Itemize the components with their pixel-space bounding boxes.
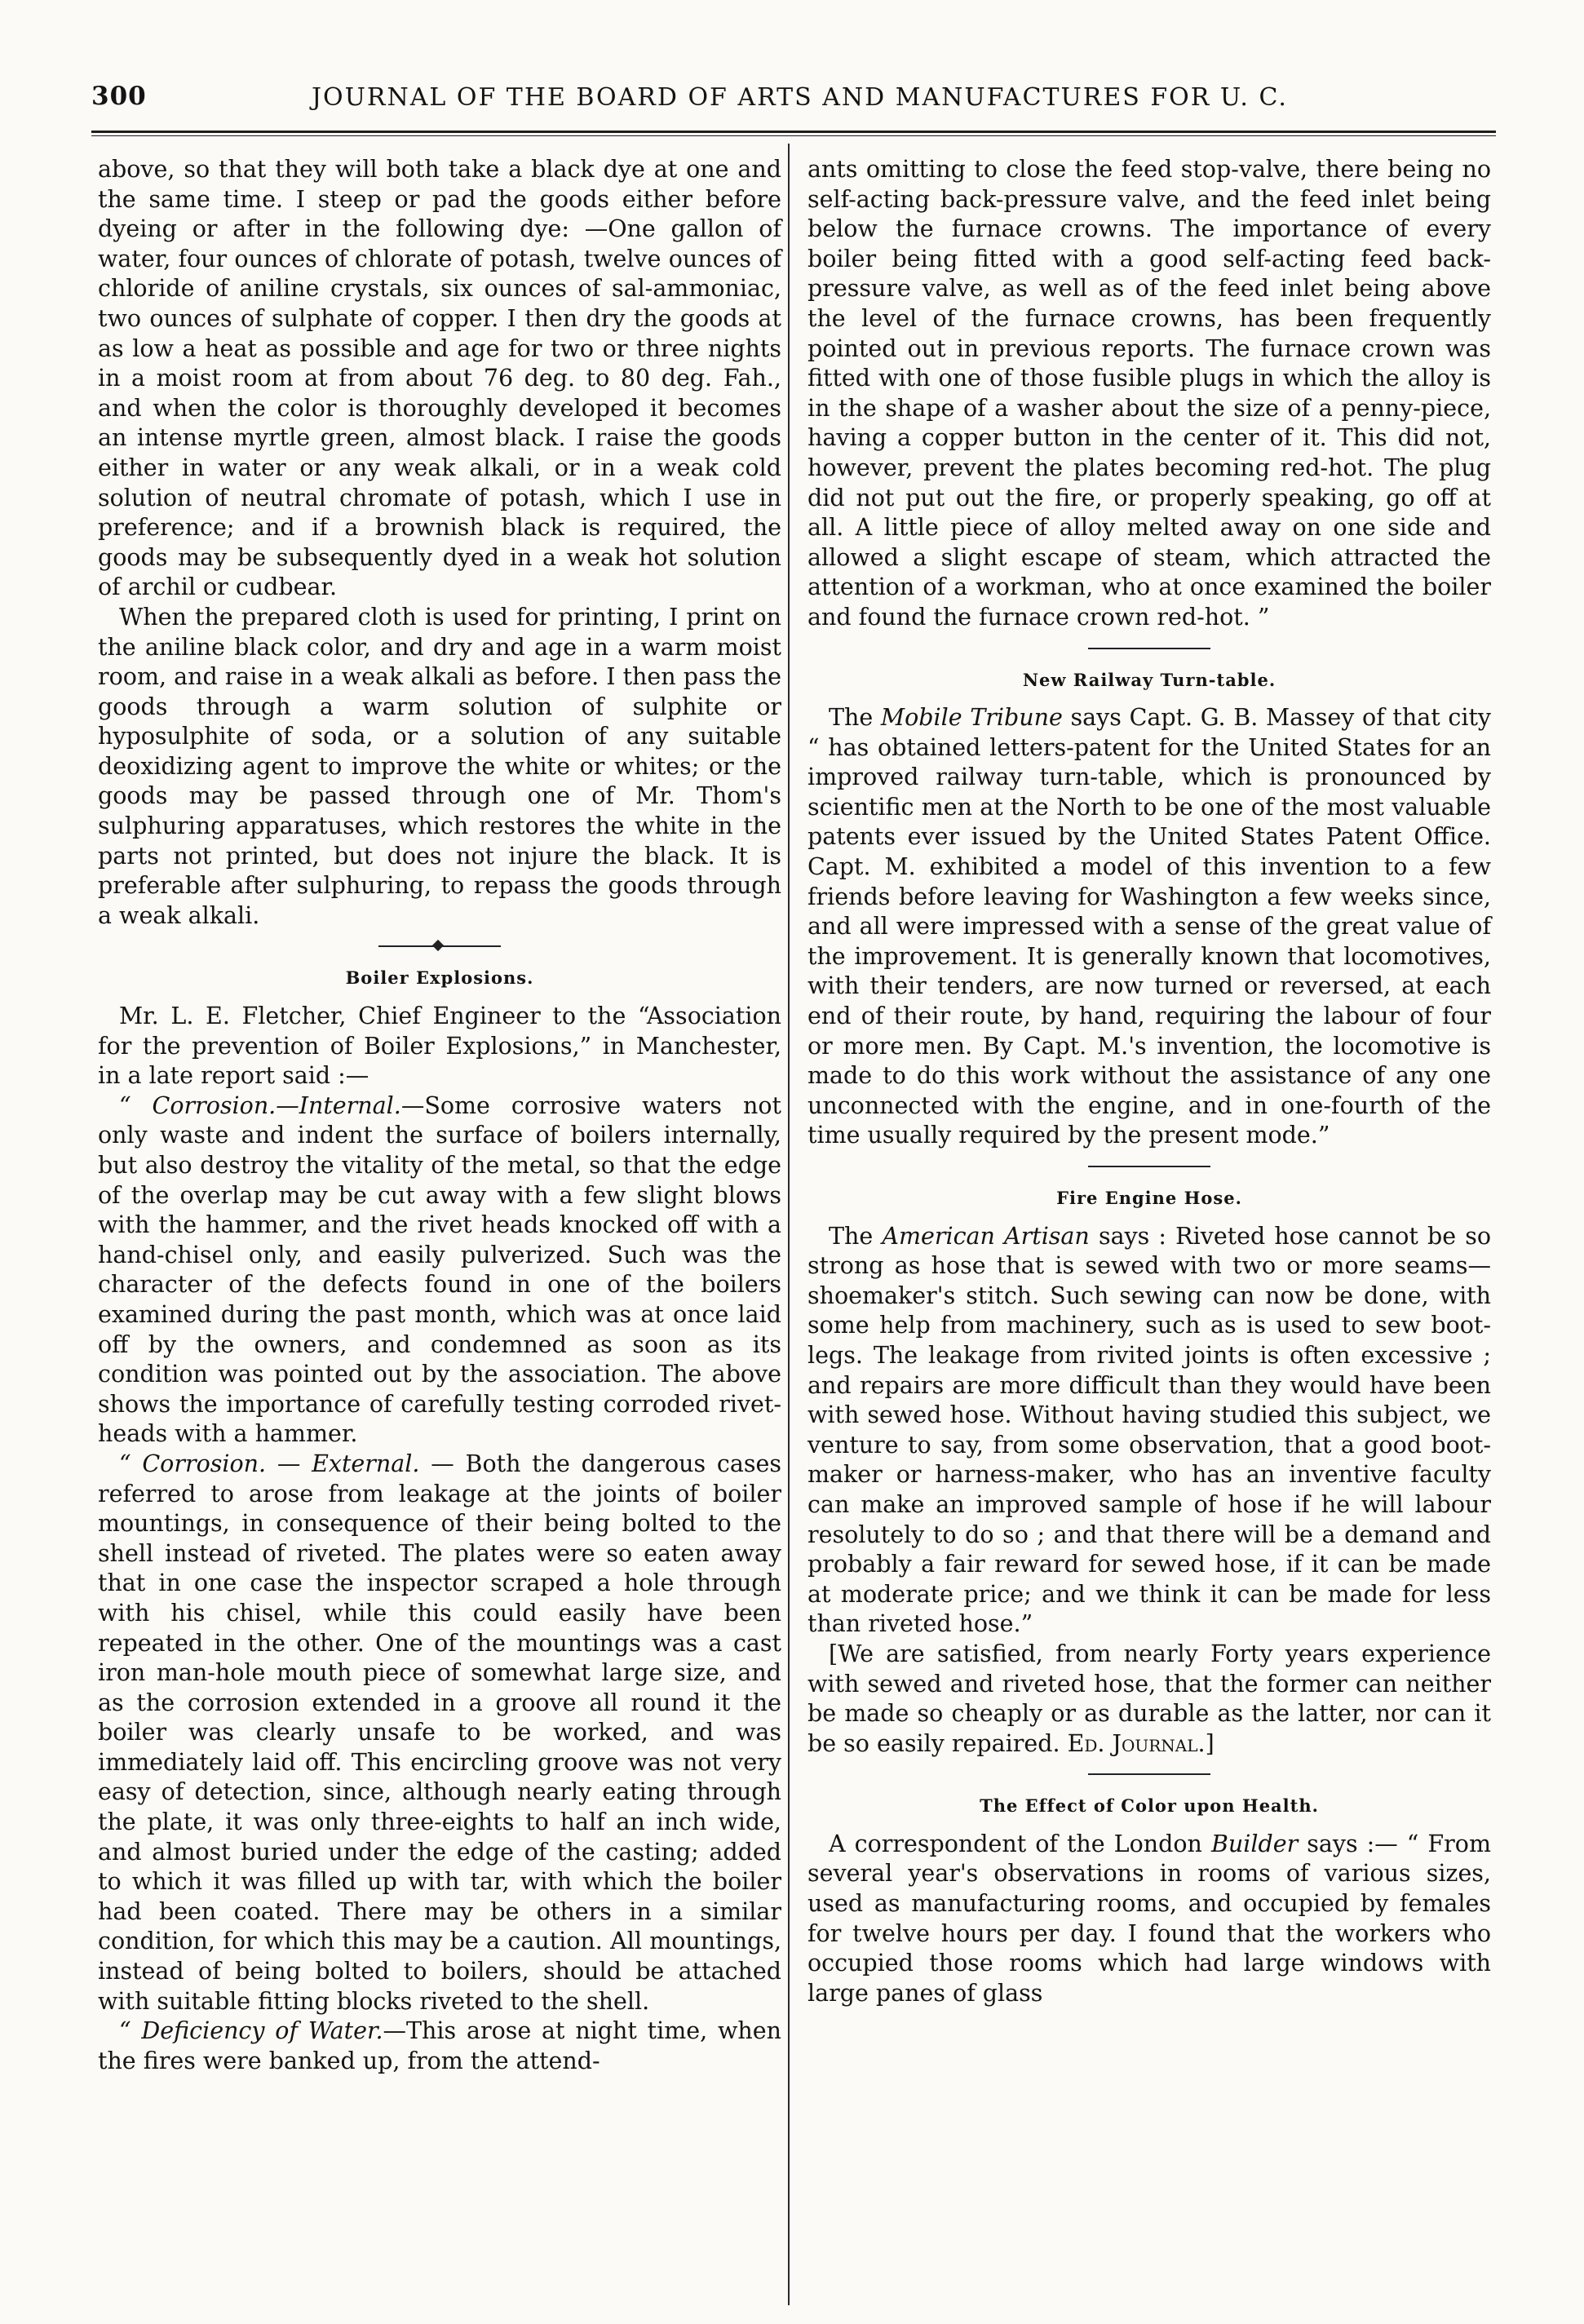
hose-text: says : Riveted hose cannot be so strong as hose that is sewed with two or more seams—shoemaker's stitch. Such sewing can now be done, with some help from machinery, such as is used to sew boot-legs. The leakage from rivited joints is often excessive ; and repairs are more difficult than they would have been with sewed hose. Without having studied this subject, we venture to say, from some observation, that a good boot-maker or harness-maker, who has an inventive faculty can make an improved sample of hose if he will labour resolutely to do so ; and that there will be a demand and probably a fair reward for sewed hose, if it can be made at moderate price; and we think it can be made for less than riveted hose.” xyxy=(807,1222,1492,1638)
railway-text: says Capt. G. B. Massey of that city “ has obtained letters-patent for the United States for an improved railway turn-table, which is pronounced by scientific men at the North to be one of the most valuable patents ever issued by the United States Patent Office. Capt. M. exhibited a model of this invention to a few friends before leaving for Washington a few weeks since, and all were impressed with a sense of the great value of the improvement. It is generally known that locomotives, with their tenders, are now turned or reversed, at each end of their route, by hand, requiring the labour of four or more men. By Capt. M.'s invention, the locomotive is made to do this work without the assistance of any one unconnected with the engine, and in one-fourth of the time usually required by the present mode.” xyxy=(807,704,1492,1149)
color-health-heading: The Effect of Color upon Health. xyxy=(980,1795,1319,1817)
fire-engine-hose-heading: Fire Engine Hose. xyxy=(1056,1188,1242,1208)
corrosion-internal-paragraph xyxy=(98,1091,781,1450)
editor-note-text: [We are satisfied, from nearly Forty years experience with sewed and riveted hose, that the former can neither be made so cheaply or as durable as the latter, nor can it be so easily repaired. xyxy=(807,1640,1491,1757)
page-header xyxy=(91,82,1494,119)
running-title: JOURNAL OF THE BOARD OF ARTS AND MANUFACTURES FOR U. C. xyxy=(312,83,1288,112)
color-pre: A correspondent of the London xyxy=(829,1830,1211,1857)
boiler-continued-paragraph: ants omitting to close the feed stop-valve, there being no self-acting back-pressure valve, and the feed inlet being below the furnace crowns. The importance of every boiler being fitted with a good self-acting feed back-pressure valve, as well as of the feed inlet being above the level of the furnace crowns, has been frequently pointed out in previous reports. The furnace crown was fitted with one of those fusible plugs in which the alloy is in the shape of a washer about the size of a penny-piece, having a copper button in the center of it. This did not, however, prevent the plates becoming red-hot. The plug did not put out the fire, or properly speaking, go off at all. A little piece of alloy melted away on one side and allowed a slight escape of steam, which attracted the attention of a workman, who at once examined the boiler and found the furnace crown red-hot. ” xyxy=(807,156,1491,631)
railway-paper: Mobile Tribune xyxy=(880,704,1063,732)
deficiency-paragraph xyxy=(98,2016,781,2076)
header-rule xyxy=(91,131,1496,133)
hose-pre: The xyxy=(829,1222,883,1250)
boiler-intro-paragraph: Mr. L. E. Fletcher, Chief Engineer to the “Association for the prevention of Boiler Explosions,” in Manchester, in a late report said :— xyxy=(98,1003,781,1090)
header-rule-thin xyxy=(91,135,1496,136)
corrosion-external-label: “ Corrosion. — External. xyxy=(119,1450,420,1477)
hose-paragraph xyxy=(807,1222,1491,1640)
railway-turntable-heading: New Railway Turn-table. xyxy=(1022,669,1276,690)
color-health-paragraph xyxy=(807,1830,1491,2009)
boiler-explosions-heading: Boiler Explosions. xyxy=(345,967,534,989)
section-separator xyxy=(378,945,501,947)
section-separator xyxy=(1088,648,1210,649)
color-paper: Builder xyxy=(1210,1830,1299,1857)
left-column xyxy=(98,155,781,2076)
column-divider xyxy=(788,144,790,2305)
deficiency-text: —This arose at night time, when the fires were banked up, from the attend- xyxy=(98,2017,781,2074)
dye-paragraph: above, so that they will both take a black dye at one and the same time. I steep or pad the goods either before dyeing or after in the following dye: —One gallon of water, four ounces of chlorate of potash, twelve ounces of chloride of aniline crystals, six ounces of sal-ammoniac, two ounces of sulphate of copper. I then dry the goods at as low a heat as possible and age for two or three nights in a moist room at from about 76 deg. to 80 deg. Fah., and when the color is thoroughly developed it becomes an intense myrtle green, almost black. I raise the goods either in water or any weak alkali, or in a weak cold solution of neutral chromate of potash, which I use in preference; and if a brownish black is required, the goods may be subsequently dyed in a weak hot solution of archil or cudbear. xyxy=(98,156,781,601)
corrosion-external-text: — Both the dangerous cases referred to arose from leakage at the joints of boiler mountings, in consequence of their being bolted to the shell instead of riveted. The plates were so eaten away that in one case the inspector scraped a hole through with his chisel, while this could easily have been repeated in the other. One of the mountings was a cast iron man-hole mouth piece of somewhat large size, and as the corrosion extended in a groove all round it the boiler was clearly unsafe to be worked, and was immediately laid off. This encircling groove was not very easy of detection, since, although nearly eating through the plate, it was only three-eights to half an inch wide, and almost buried under the edge of the casting; added to which it was filled up with tar, with which the boiler had been coated. There may be others in a similar condition, for which this may be a caution. All mountings, instead of being bolted to boilers, should be attached with suitable fitting blocks riveted to the shell. xyxy=(98,1450,781,2015)
right-column xyxy=(807,155,1491,2008)
printing-paragraph: When the prepared cloth is used for printing, I print on the aniline black color, and dry and age in a warm moist room, and raise in a weak alkali as before. I then pass the goods through a warm solution of sulphite or hyposulphite of soda, or a solution of any suitable deoxidizing agent to improve the white or whites; or the goods may be passed through one of Mr. Thom's sulphuring apparatuses, which restores the white in the parts not printed, but does not injure the black. It is preferable after sulphuring, to repass the goods through a weak alkali. xyxy=(98,603,781,929)
color-text: says :— “ From several year's observations in rooms of various sizes, used as manufacturing rooms, and occupied by females for twelve hours per day. I found that the workers who occupied those rooms which had large windows with large panes of glass xyxy=(807,1830,1491,2007)
hose-paper: American Artisan xyxy=(882,1222,1090,1250)
section-separator xyxy=(1088,1166,1210,1167)
corrosion-internal-text: —Some corrosive waters not only waste and indent the surface of boilers internally, but also destroy the vitality of the metal, so that the edge of the overlap may be cut away with a few slight blows with the hammer, and the rivet heads knocked off with a hand-chisel only, and easily pulverized. Such was the character of the defects found in one of the boilers examined during the past month, which was at once laid off by the owners, and condemned as soon as its condition was pointed out by the association. The above shows the importance of carefully testing corroded rivet-heads with a hammer. xyxy=(98,1091,781,1448)
page-number: 300 xyxy=(91,82,147,111)
corrosion-external-paragraph xyxy=(98,1450,781,2016)
editor-note-paragraph xyxy=(807,1640,1491,1759)
railway-pre: The xyxy=(829,704,881,732)
section-separator xyxy=(1088,1773,1210,1775)
editor-signature: Ed. Journal.] xyxy=(1067,1729,1215,1757)
deficiency-label: “ Deficiency of Water. xyxy=(119,2017,383,2045)
corrosion-internal-label: “ Corrosion.—Internal. xyxy=(119,1091,401,1119)
railway-paragraph xyxy=(807,703,1491,1151)
